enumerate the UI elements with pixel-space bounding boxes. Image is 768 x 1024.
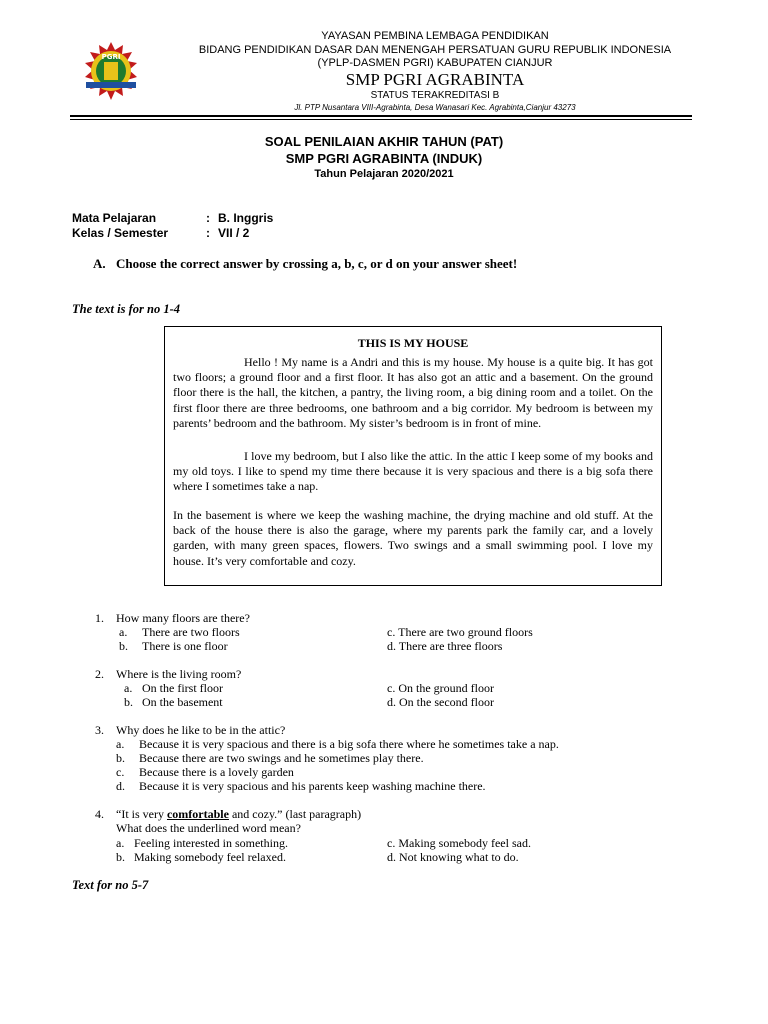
question-text-before: “It is very — [116, 807, 167, 821]
underlined-word: comfortable — [166, 807, 229, 821]
option-letter: b. — [116, 751, 125, 765]
instruction-number: A. — [93, 256, 106, 271]
option-text: Because it is very spacious and his parents keep washing machine there. — [139, 779, 486, 793]
reading-paragraph-2-text: I love my bedroom, but I also like the attic. In the attic I keep some of my books and my old toys. I like to spend my time there because it is very spacious and there is a big sofa there where I sometimes take a nap. — [173, 449, 653, 494]
class-sep: : — [206, 226, 210, 240]
accreditation-status: STATUS TERAKREDITASI B — [370, 90, 500, 101]
option-letter: c. — [116, 765, 125, 779]
option-letter: b. — [124, 695, 133, 709]
exam-title: SOAL PENILAIAN AKHIR TAHUN (PAT) — [264, 134, 504, 149]
option-text: On the second floor — [399, 695, 494, 709]
reading-box — [164, 326, 662, 586]
question-number: 4. — [95, 807, 104, 821]
option-d — [387, 695, 494, 709]
subject-sep: : — [206, 211, 210, 225]
option-text: Making somebody feel sad. — [398, 836, 531, 850]
reading-paragraph-2 — [173, 449, 653, 495]
option-text: On the first floor — [142, 681, 223, 695]
option-text: On the ground floor — [398, 681, 494, 695]
option-text: There are two ground floors — [398, 625, 533, 639]
option-letter: c. — [387, 836, 396, 850]
option-letter: a. — [124, 681, 133, 695]
option-letter: b. — [116, 850, 125, 864]
option-c — [387, 836, 531, 850]
letterhead-divider — [70, 115, 692, 117]
option-letter: d. — [387, 639, 396, 653]
unit-name: (YPLP-DASMEN PGRI) KABUPATEN CIANJUR — [317, 57, 553, 69]
option-letter: d. — [387, 850, 396, 864]
option-c — [387, 625, 533, 639]
field-name: BIDANG PENDIDIKAN DASAR DAN MENENGAH PERSATUAN GURU REPUBLIK INDONESIA — [198, 44, 672, 56]
question-number: 3. — [95, 723, 104, 737]
option-text: On the basement — [142, 695, 223, 709]
school-address: Jl. PTP Nusantara VIII-Agrabinta, Desa Wanasari Kec. Agrabinta,Cianjur 43273 — [294, 103, 576, 112]
option-text: Because there are two swings and he sometimes play there. — [139, 751, 424, 765]
option-letter: b. — [119, 639, 128, 653]
reading-paragraph-1 — [173, 355, 653, 431]
instruction-text: Choose the correct answer by crossing a, b, c, or d on your answer sheet! — [116, 256, 518, 271]
logo-text: PGRI — [101, 53, 121, 61]
exam-school: SMP PGRI AGRABINTA (INDUK) — [285, 151, 483, 166]
option-text: Making somebody feel relaxed. — [134, 850, 286, 864]
subject-label: Mata Pelajaran — [72, 211, 157, 225]
question-text-after: and cozy.” (last paragraph) — [228, 807, 362, 821]
option-d — [387, 850, 519, 864]
option-letter: c. — [387, 681, 396, 695]
class-value: VII / 2 — [218, 226, 250, 240]
option-text: Because there is a lovely garden — [139, 765, 294, 779]
question-text — [116, 807, 361, 821]
school-name: SMP PGRI AGRABINTA — [345, 70, 525, 89]
option-text: Not knowing what to do. — [399, 850, 519, 864]
option-letter: a. — [116, 737, 125, 751]
option-d — [387, 639, 502, 653]
option-text: There is one floor — [142, 639, 228, 653]
option-text: There are two floors — [142, 625, 240, 639]
option-c — [387, 681, 494, 695]
class-label: Kelas / Semester — [72, 226, 169, 240]
subject-value: B. Inggris — [218, 211, 274, 225]
option-letter: d. — [387, 695, 396, 709]
reading-title: THIS IS MY HOUSE — [357, 336, 469, 350]
option-letter: d. — [116, 779, 125, 793]
option-letter: c. — [387, 625, 396, 639]
option-text: Feeling interested in something. — [134, 836, 288, 850]
instruction — [93, 256, 517, 272]
letterhead-divider-thin — [70, 119, 692, 120]
reading-paragraph-1-text: Hello ! My name is a Andri and this is my house. My house is a quite big. It has got two floors; a ground floor and a first floor. It has also got an attic and a basement. On the ground floor there is the hall, the kitchen, a pantry, the living room, a big dining room and a toilet. On the first floor there are three bedrooms, one bathroom and a big corridor. My bedroom is between my parents’ bedroom and the bathroom. My sister’s bedroom is in front of mine. — [173, 355, 653, 430]
option-text: Because it is very spacious and there is a big sofa there where he sometimes take a nap. — [139, 737, 559, 751]
option-letter: a. — [119, 625, 128, 639]
option-letter: a. — [116, 836, 125, 850]
text-intro-2: Text for no 5-7 — [72, 878, 149, 892]
question-text: Where is the living room? — [116, 667, 242, 681]
question-number: 1. — [95, 611, 104, 625]
question-subtext: What does the underlined word mean? — [116, 821, 301, 835]
question-text: Why does he like to be in the attic? — [116, 723, 286, 737]
foundation-name: YAYASAN PEMBINA LEMBAGA PENDIDIKAN — [321, 30, 549, 42]
pgri-logo — [80, 40, 142, 102]
question-text: How many floors are there? — [116, 611, 250, 625]
text-intro-1: The text is for no 1-4 — [72, 302, 180, 316]
exam-year: Tahun Pelajaran 2020/2021 — [314, 168, 454, 180]
option-text: There are three floors — [398, 639, 503, 653]
question-number: 2. — [95, 667, 104, 681]
reading-paragraph-3: In the basement is where we keep the washing machine, the drying machine and old stuff. At the back of the house there is also the garage, where my parents park the family car, and a lovely garden, with many green spaces, flowers. Two swings and a small swimming pool. I love my house. It’s very comfortable and cozy. — [173, 508, 653, 568]
